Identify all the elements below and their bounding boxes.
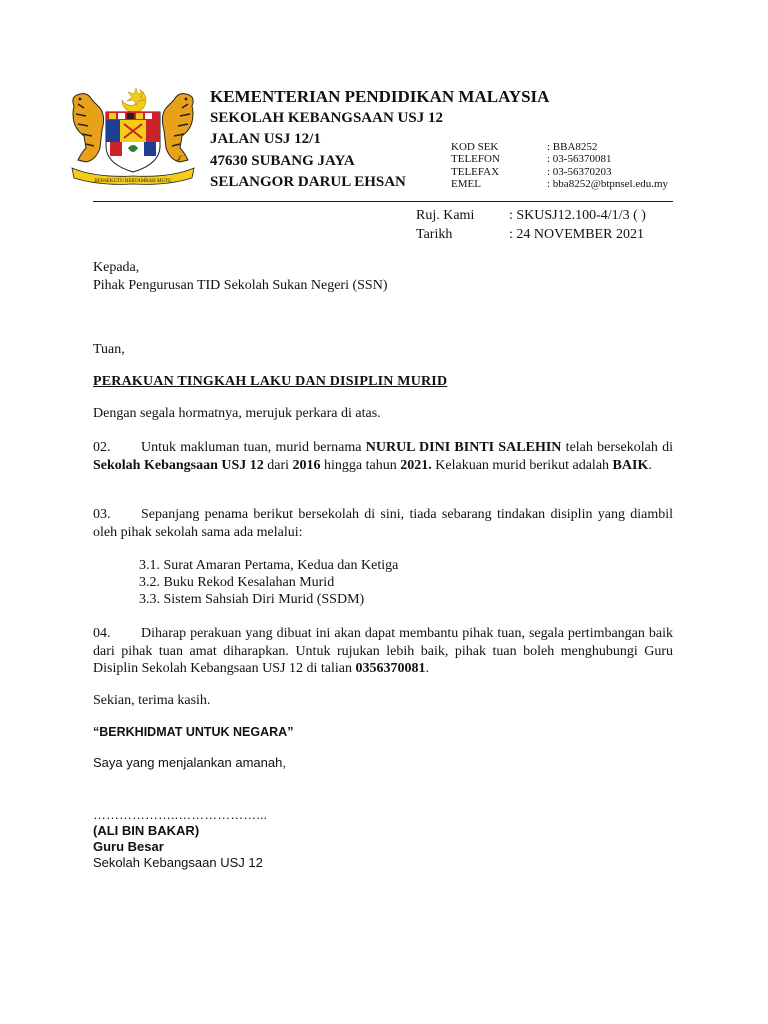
para-04-text: Diharap perakuan yang dibuat ini akan dapat membantu pihak tuan, segala pertimbangan baik dari pihak tuan amat diharapkan. Untuk rujukan lebih baik, pihak tuan boleh menghubungi Guru Disiplin Sekolah Kebangsaan USJ 12 di talian: [93, 626, 673, 676]
list-item: 3.2. Buku Rekod Kesalahan Murid: [139, 575, 335, 590]
crest-signature-mark: 𝒥: [176, 154, 181, 162]
signatory-school: Sekolah Kebangsaan USJ 12: [93, 855, 263, 870]
subject-title: PERAKUAN TINGKAH LAKU DAN DISIPLIN MURID: [93, 374, 448, 389]
para-02-text-4: hingga tahun: [320, 457, 401, 473]
contact-label: TELEFON: [451, 153, 500, 166]
paragraph-02: [93, 439, 673, 474]
tarikh-label: Tarikh: [416, 227, 453, 242]
school-bold: Sekolah Kebangsaan USJ 12: [93, 457, 264, 473]
year-from: 2016: [292, 457, 321, 473]
discipline-list: [139, 557, 398, 608]
school-name: SEKOLAH KEBANGSAAN USJ 12: [210, 109, 443, 126]
recipient-to: Kepada,: [93, 260, 140, 275]
contact-label: TELEFAX: [451, 165, 500, 178]
contact-row: [451, 178, 668, 190]
signatory-name: (ALI BIN BAKAR): [93, 823, 200, 838]
shield-icon: [106, 112, 160, 172]
ruj-label: Ruj. Kami: [416, 208, 475, 223]
student-name: NURUL DINI BINTI SALEHIN: [365, 440, 562, 455]
ministry-name: KEMENTERIAN PENDIDIKAN MALAYSIA: [210, 87, 550, 106]
left-tiger-icon: [73, 94, 104, 162]
contact-row: [451, 166, 668, 178]
signature-block: [93, 807, 673, 871]
para-04-number: 04.: [93, 626, 111, 641]
trust-line: Saya yang menjalankan amanah,: [93, 755, 286, 770]
address-line-3: SELANGOR DARUL EHSAN: [210, 174, 406, 190]
paragraph-04: [93, 625, 673, 678]
para-02-text-3: dari: [263, 457, 293, 473]
contact-label: EMEL: [451, 178, 481, 191]
para-02-text-6: .: [648, 457, 652, 473]
intro-paragraph: Dengan segala hormatnya, merujuk perkara di atas.: [93, 406, 381, 421]
paragraph-03: [93, 506, 673, 541]
contact-value: : BBA8252: [547, 141, 598, 153]
para-03-text: Sepanjang penama berikut bersekolah di sini, tiada sebarang tindakan disiplin yang diambil oleh pihak sekolah sama ada melalui:: [93, 507, 673, 540]
coat-of-arms-crest: [66, 86, 200, 186]
crest-motto-text: BERSEKUTU BERTAMBAH MUTU: [94, 179, 172, 184]
para-02-text-5: Kelakuan murid berikut adalah: [431, 457, 613, 473]
contact-table: [451, 141, 668, 191]
year-to: 2021.: [400, 457, 432, 473]
recipient-block: [93, 259, 673, 294]
contact-label: KOD SEK: [451, 141, 499, 153]
phone-number: 0356370081: [355, 661, 426, 676]
contact-row: [451, 153, 668, 165]
tarikh-value: : 24 NOVEMBER 2021: [509, 227, 644, 242]
signature-dots: ………………..………………...: [93, 807, 268, 822]
address-line-2: 47630 SUBANG JAYA: [210, 152, 355, 169]
para-02-text-2: telah bersekolah di: [561, 440, 673, 455]
para-02-number: 02.: [93, 440, 111, 455]
closing-line: Sekian, terima kasih.: [93, 693, 211, 708]
address-line-1: JALAN USJ 12/1: [210, 131, 321, 147]
motto-line: “BERKHIDMAT UNTUK NEGARA”: [93, 725, 294, 739]
contact-value[interactable]: : bba8252@btpnsel.edu.my: [547, 178, 669, 191]
contact-row: [451, 141, 668, 153]
header-divider: [93, 201, 673, 202]
recipient-name: Pihak Pengurusan TID Sekolah Sukan Negeri (SSN): [93, 277, 388, 293]
signatory-position: Guru Besar: [93, 839, 164, 854]
contact-value: : 03-56370203: [547, 165, 612, 178]
conduct-rating: BAIK: [612, 457, 649, 473]
reference-table: [416, 206, 646, 244]
salutation: Tuan,: [93, 342, 125, 357]
right-tiger-icon: [162, 94, 193, 162]
contact-value: : 03-56370081: [547, 153, 612, 166]
list-item: 3.1. Surat Amaran Pertama, Kedua dan Ketiga: [139, 558, 399, 573]
ruj-value: : SKUSJ12.100-4/1/3 ( ): [509, 208, 646, 223]
para-04-end: .: [425, 661, 429, 676]
para-02-text-1: Untuk makluman tuan, murid bernama: [141, 440, 366, 455]
list-item: 3.3. Sistem Sahsiah Diri Murid (SSDM): [139, 592, 365, 607]
crescent-star-icon: [122, 88, 146, 112]
para-03-number: 03.: [93, 507, 111, 522]
